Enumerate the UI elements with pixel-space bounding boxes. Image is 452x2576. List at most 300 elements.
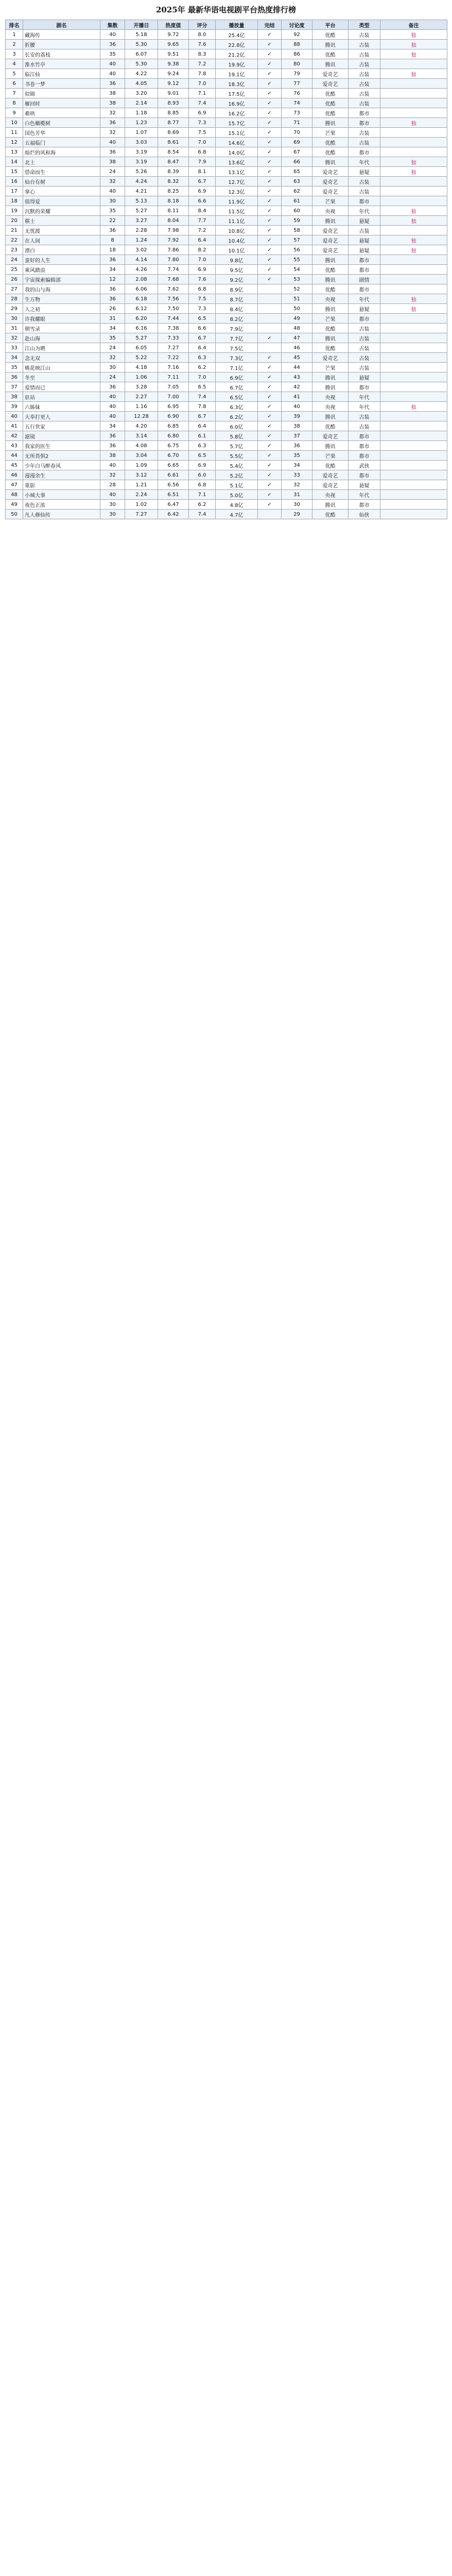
table-cell: 优酷 (312, 284, 349, 294)
drama-title-cell: 国色芳华 (23, 128, 100, 138)
table-cell: 86 (282, 49, 312, 59)
table-cell: 8.4 (189, 206, 216, 216)
table-row (6, 138, 447, 147)
table-cell: 腾讯 (312, 216, 349, 226)
table-cell (380, 196, 447, 206)
table-cell: 35 (100, 333, 125, 343)
table-row (6, 167, 447, 177)
table-cell: 悬疑 (349, 167, 380, 177)
table-cell (380, 265, 447, 275)
table-cell: 16.9亿 (216, 98, 258, 108)
drama-title-cell: 无所畏惧2 (23, 451, 100, 461)
table-cell: 腾讯 (312, 372, 349, 382)
ranking-table (5, 20, 447, 519)
table-cell: 47 (282, 333, 312, 343)
drama-title-cell: 临江仙 (23, 69, 100, 79)
table-cell: 腾讯 (312, 333, 349, 343)
table-cell: 都市 (349, 255, 380, 265)
table-cell: 年代 (349, 402, 380, 412)
table-row (6, 480, 447, 490)
table-cell: 29 (6, 304, 23, 314)
table-cell: 7.0 (189, 255, 216, 265)
drama-title-cell: 蛮好的人生 (23, 255, 100, 265)
table-cell: 5.7亿 (216, 441, 258, 451)
table-cell: 38 (282, 421, 312, 431)
drama-title-cell: 许我耀眼 (23, 314, 100, 324)
table-cell: 独 (380, 157, 447, 167)
table-cell: 古装 (349, 177, 380, 187)
table-cell: 腾讯 (312, 275, 349, 284)
table-cell: 74 (282, 98, 312, 108)
column-header: 平台 (312, 20, 349, 30)
table-row (6, 392, 447, 402)
table-row (6, 431, 447, 441)
table-cell: 36 (100, 40, 125, 49)
table-cell: 34 (100, 421, 125, 431)
table-cell: 7.2 (189, 59, 216, 69)
drama-title-cell: 五福临门 (23, 138, 100, 147)
table-cell: 央视 (312, 206, 349, 216)
table-cell: 38 (100, 451, 125, 461)
table-cell (380, 177, 447, 187)
table-cell: 7.5亿 (216, 343, 258, 353)
table-row (6, 187, 447, 196)
table-cell: 5.27 (125, 333, 158, 343)
table-cell: 51 (282, 294, 312, 304)
table-cell (380, 490, 447, 500)
table-cell: 36 (100, 226, 125, 235)
table-cell: 7.22 (158, 353, 189, 363)
table-cell: 31 (282, 490, 312, 500)
table-cell: 7.16 (158, 363, 189, 372)
table-cell: 独 (380, 40, 447, 49)
column-header: 集数 (100, 20, 125, 30)
table-cell: 35 (100, 49, 125, 59)
table-cell: ✓ (258, 167, 282, 177)
table-cell: 年代 (349, 490, 380, 500)
table-cell: 7.7亿 (216, 333, 258, 343)
table-cell: 优酷 (312, 510, 349, 519)
table-cell: 优酷 (312, 265, 349, 275)
table-cell: 3 (6, 49, 23, 59)
table-cell: 36 (100, 294, 125, 304)
table-cell: ✓ (258, 363, 282, 372)
table-cell: 剧情 (349, 275, 380, 284)
table-cell: 6.5亿 (216, 392, 258, 402)
table-cell: 央视 (312, 294, 349, 304)
table-cell: 优酷 (312, 343, 349, 353)
table-cell: 央视 (312, 392, 349, 402)
table-cell: 7 (6, 89, 23, 98)
table-cell: 8.11 (158, 206, 189, 216)
table-cell: 芒果 (312, 128, 349, 138)
table-cell: 37 (282, 431, 312, 441)
column-header: 热度值 (158, 20, 189, 30)
table-row (6, 118, 447, 128)
table-cell: 7.0 (189, 138, 216, 147)
table-cell: 5.5亿 (216, 451, 258, 461)
table-cell: 38 (100, 157, 125, 167)
table-cell: 6.42 (158, 510, 189, 519)
table-cell: 5.26 (125, 167, 158, 177)
drama-title-cell: 重影 (23, 480, 100, 490)
table-cell: 9.8亿 (216, 255, 258, 265)
table-cell: 8.1 (189, 167, 216, 177)
table-cell: 77 (282, 79, 312, 89)
table-cell: 2.27 (125, 392, 158, 402)
table-cell: 8 (6, 98, 23, 108)
table-cell: 7.8 (189, 402, 216, 412)
table-cell: 6.7 (189, 177, 216, 187)
table-cell: 央视 (312, 402, 349, 412)
table-row (6, 461, 447, 470)
table-cell (258, 284, 282, 294)
table-cell: 6.7亿 (216, 382, 258, 392)
table-cell: 21.2亿 (216, 49, 258, 59)
table-cell: 40 (100, 490, 125, 500)
table-cell: 48 (6, 490, 23, 500)
table-cell: 古装 (349, 89, 380, 98)
table-cell: ✓ (258, 187, 282, 196)
table-cell: 23 (6, 245, 23, 255)
table-cell: 71 (282, 118, 312, 128)
table-cell: 80 (282, 59, 312, 69)
table-header (6, 20, 447, 30)
table-cell: ✓ (258, 480, 282, 490)
table-cell: 腾讯 (312, 441, 349, 451)
table-cell (380, 392, 447, 402)
table-cell: 6.18 (125, 294, 158, 304)
table-cell: 6.80 (158, 431, 189, 441)
table-cell: 10.8亿 (216, 226, 258, 235)
table-cell: 7.2 (189, 226, 216, 235)
table-row (6, 304, 447, 314)
table-cell: 19.9亿 (216, 59, 258, 69)
table-cell: 年代 (349, 294, 380, 304)
table-cell: 5.0亿 (216, 490, 258, 500)
table-cell: 33 (6, 343, 23, 353)
table-cell: 9.38 (158, 59, 189, 69)
table-cell: 7.4 (189, 392, 216, 402)
table-cell: 7.44 (158, 314, 189, 324)
table-cell: ✓ (258, 157, 282, 167)
table-row (6, 275, 447, 284)
table-cell: 24 (6, 255, 23, 265)
table-row (6, 363, 447, 372)
table-cell: 11 (6, 128, 23, 138)
table-cell: 36 (100, 382, 125, 392)
table-cell: 12.28 (125, 412, 158, 421)
table-cell: 9.51 (158, 49, 189, 59)
drama-title-cell: 掌心 (23, 187, 100, 196)
table-row (6, 490, 447, 500)
drama-title-cell: 折腰 (23, 40, 100, 49)
table-cell: 古装 (349, 98, 380, 108)
table-cell: 独 (380, 69, 447, 79)
table-cell: 9.65 (158, 40, 189, 49)
table-cell: 26 (100, 304, 125, 314)
table-cell: 7.6 (189, 40, 216, 49)
table-cell: 爱奇艺 (312, 245, 349, 255)
table-cell: 24 (100, 167, 125, 177)
table-cell: 7.3 (189, 304, 216, 314)
table-cell: ✓ (258, 333, 282, 343)
drama-title-cell: 灿烂的风和海 (23, 147, 100, 157)
table-cell: 7.62 (158, 284, 189, 294)
table-cell (380, 98, 447, 108)
table-cell (380, 226, 447, 235)
table-cell: 12.7亿 (216, 177, 258, 187)
table-cell: 60 (282, 206, 312, 216)
table-cell: 爱奇艺 (312, 69, 349, 79)
table-cell: 9.01 (158, 89, 189, 98)
table-cell: 38 (100, 89, 125, 98)
column-header: 排名 (6, 20, 23, 30)
table-cell: 46 (282, 343, 312, 353)
table-cell: 41 (6, 421, 23, 431)
table-cell: 8.7亿 (216, 294, 258, 304)
table-cell: 30 (282, 500, 312, 510)
drama-title-cell: 驻站 (23, 392, 100, 402)
table-cell: 8.93 (158, 98, 189, 108)
table-cell: 30 (100, 196, 125, 206)
table-cell: 35 (100, 206, 125, 216)
table-cell: 古装 (349, 79, 380, 89)
table-cell: 3.04 (125, 451, 158, 461)
table-cell: 2.28 (125, 226, 158, 235)
table-cell: 都市 (349, 314, 380, 324)
table-cell: 6.5 (189, 451, 216, 461)
table-cell (380, 343, 447, 353)
table-row (6, 265, 447, 275)
table-cell (380, 89, 447, 98)
table-cell: 7.0 (189, 79, 216, 89)
table-cell: 30 (6, 314, 23, 324)
table-cell (380, 128, 447, 138)
table-cell: 古装 (349, 30, 380, 40)
table-cell: 45 (6, 461, 23, 470)
table-cell: 46 (6, 470, 23, 480)
table-cell: 3.19 (125, 147, 158, 157)
table-cell: 悬疑 (349, 304, 380, 314)
table-cell: 7.74 (158, 265, 189, 275)
table-cell: 3.19 (125, 157, 158, 167)
table-cell: 爱奇艺 (312, 177, 349, 187)
table-cell (380, 284, 447, 294)
table-cell (380, 333, 447, 343)
table-cell: 6 (6, 79, 23, 89)
table-cell: 都市 (349, 196, 380, 206)
table-cell: 都市 (349, 441, 380, 451)
table-cell: 6.65 (158, 461, 189, 470)
drama-title-cell: 借命而生 (23, 167, 100, 177)
table-cell: 31 (6, 324, 23, 333)
table-cell: ✓ (258, 421, 282, 431)
table-cell: 6.2 (189, 363, 216, 372)
table-cell: 34 (100, 324, 125, 333)
table-cell: 7.7 (189, 216, 216, 226)
table-cell: 都市 (349, 147, 380, 157)
table-cell: 6.9 (189, 265, 216, 275)
table-cell: ✓ (258, 382, 282, 392)
table-cell (380, 510, 447, 519)
table-cell: 3.27 (125, 216, 158, 226)
table-cell: 36 (100, 255, 125, 265)
drama-title-cell: 江山为聘 (23, 343, 100, 353)
table-cell: 1.06 (125, 372, 158, 382)
table-cell: 38 (6, 392, 23, 402)
table-cell: 7.00 (158, 392, 189, 402)
table-cell: 55 (282, 255, 312, 265)
table-cell: 6.07 (125, 49, 158, 59)
table-cell: 36 (100, 79, 125, 89)
table-cell: 5.8亿 (216, 431, 258, 441)
table-cell: 10.4亿 (216, 235, 258, 245)
table-cell: 9.5亿 (216, 265, 258, 275)
table-row (6, 98, 447, 108)
table-row (6, 245, 447, 255)
table-cell: 7.3 (189, 118, 216, 128)
column-header: 类型 (349, 20, 380, 30)
table-cell: 4.05 (125, 79, 158, 89)
table-cell: 6.06 (125, 284, 158, 294)
table-cell: 54 (282, 265, 312, 275)
table-cell: 6.75 (158, 441, 189, 451)
table-cell: 76 (282, 89, 312, 98)
table-cell: 27 (6, 284, 23, 294)
table-cell: 6.56 (158, 480, 189, 490)
table-cell: 56 (282, 245, 312, 255)
table-cell: 3.03 (125, 138, 158, 147)
drama-title-cell: 难哄 (23, 108, 100, 118)
table-cell: 15.7亿 (216, 118, 258, 128)
table-cell: 爱奇艺 (312, 79, 349, 89)
table-cell: ✓ (258, 461, 282, 470)
table-cell: 1 (6, 30, 23, 40)
table-cell: 6.20 (125, 314, 158, 324)
table-cell: 33 (282, 470, 312, 480)
table-cell (258, 510, 282, 519)
table-cell: 7.9亿 (216, 324, 258, 333)
table-cell: 7.05 (158, 382, 189, 392)
drama-title-cell: 值得爱 (23, 196, 100, 206)
table-cell: 16.2亿 (216, 108, 258, 118)
table-cell: 芒果 (312, 363, 349, 372)
table-cell: 6.6 (189, 196, 216, 206)
table-cell: 3.12 (125, 470, 158, 480)
table-cell: 28 (100, 480, 125, 490)
table-cell: 6.47 (158, 500, 189, 510)
table-cell: 19.1亿 (216, 69, 258, 79)
table-row (6, 441, 447, 451)
table-cell: ✓ (258, 79, 282, 89)
table-cell: 13.1亿 (216, 167, 258, 177)
table-cell: 优酷 (312, 461, 349, 470)
table-cell: ✓ (258, 147, 282, 157)
table-cell: 6.85 (158, 421, 189, 431)
table-row (6, 157, 447, 167)
table-cell: 7.4 (189, 510, 216, 519)
table-cell: 仙侠 (349, 510, 380, 519)
table-cell: 7.6 (189, 275, 216, 284)
table-cell: 28 (6, 294, 23, 304)
table-cell: 21 (6, 226, 23, 235)
table-cell: 1.09 (125, 461, 158, 470)
table-cell: 8.61 (158, 138, 189, 147)
table-row (6, 108, 447, 118)
table-cell: 腾讯 (312, 59, 349, 69)
drama-title-cell: 我的山与海 (23, 284, 100, 294)
drama-title-cell: 大奉打更人 (23, 412, 100, 421)
table-cell (380, 451, 447, 461)
table-cell: 35 (282, 451, 312, 461)
drama-title-cell: 人之初 (23, 304, 100, 314)
table-cell: 5.2亿 (216, 470, 258, 480)
table-cell: 爱奇艺 (312, 187, 349, 196)
table-cell (380, 108, 447, 118)
table-cell: 4.20 (125, 421, 158, 431)
table-cell: 独 (380, 294, 447, 304)
table-row (6, 235, 447, 245)
drama-title-cell: 乘风踏浪 (23, 265, 100, 275)
table-row (6, 324, 447, 333)
table-cell: 11.1亿 (216, 216, 258, 226)
table-cell (380, 187, 447, 196)
table-cell: 6.70 (158, 451, 189, 461)
table-cell: 30 (100, 500, 125, 510)
table-cell: 7.86 (158, 245, 189, 255)
table-cell: 优酷 (312, 89, 349, 98)
table-row (6, 402, 447, 412)
drama-title-cell: 小城大事 (23, 490, 100, 500)
drama-title-cell: 仙台有树 (23, 177, 100, 187)
table-cell: 15 (6, 167, 23, 177)
table-cell: 优酷 (312, 30, 349, 40)
table-cell: 4 (6, 59, 23, 69)
table-cell: ✓ (258, 206, 282, 216)
table-cell: 2.24 (125, 490, 158, 500)
table-cell: 6.4 (189, 343, 216, 353)
table-cell: ✓ (258, 216, 282, 226)
drama-title-cell: 白色橄榄树 (23, 118, 100, 128)
table-cell: 7.50 (158, 304, 189, 314)
table-cell: 50 (6, 510, 23, 519)
table-cell: 古装 (349, 343, 380, 353)
table-row (6, 470, 447, 480)
table-cell: 年代 (349, 392, 380, 402)
table-cell: 7.38 (158, 324, 189, 333)
table-cell: 8.04 (158, 216, 189, 226)
table-cell: 9.12 (158, 79, 189, 89)
table-cell: ✓ (258, 275, 282, 284)
table-cell: 7.1亿 (216, 363, 258, 372)
table-row (6, 353, 447, 363)
table-cell: 8.2 (189, 245, 216, 255)
table-cell: ✓ (258, 226, 282, 235)
table-cell: 7.33 (158, 333, 189, 343)
table-cell: 7.8 (189, 69, 216, 79)
table-cell: 40 (100, 59, 125, 69)
drama-title-cell: 沉默的荣耀 (23, 206, 100, 216)
table-cell: ✓ (258, 245, 282, 255)
table-cell: 腾讯 (312, 382, 349, 392)
table-cell: 古装 (349, 59, 380, 69)
table-cell: 优酷 (312, 108, 349, 118)
table-cell: 8.85 (158, 108, 189, 118)
table-cell: ✓ (258, 451, 282, 461)
column-header: 备注 (380, 20, 447, 30)
table-cell (380, 314, 447, 324)
